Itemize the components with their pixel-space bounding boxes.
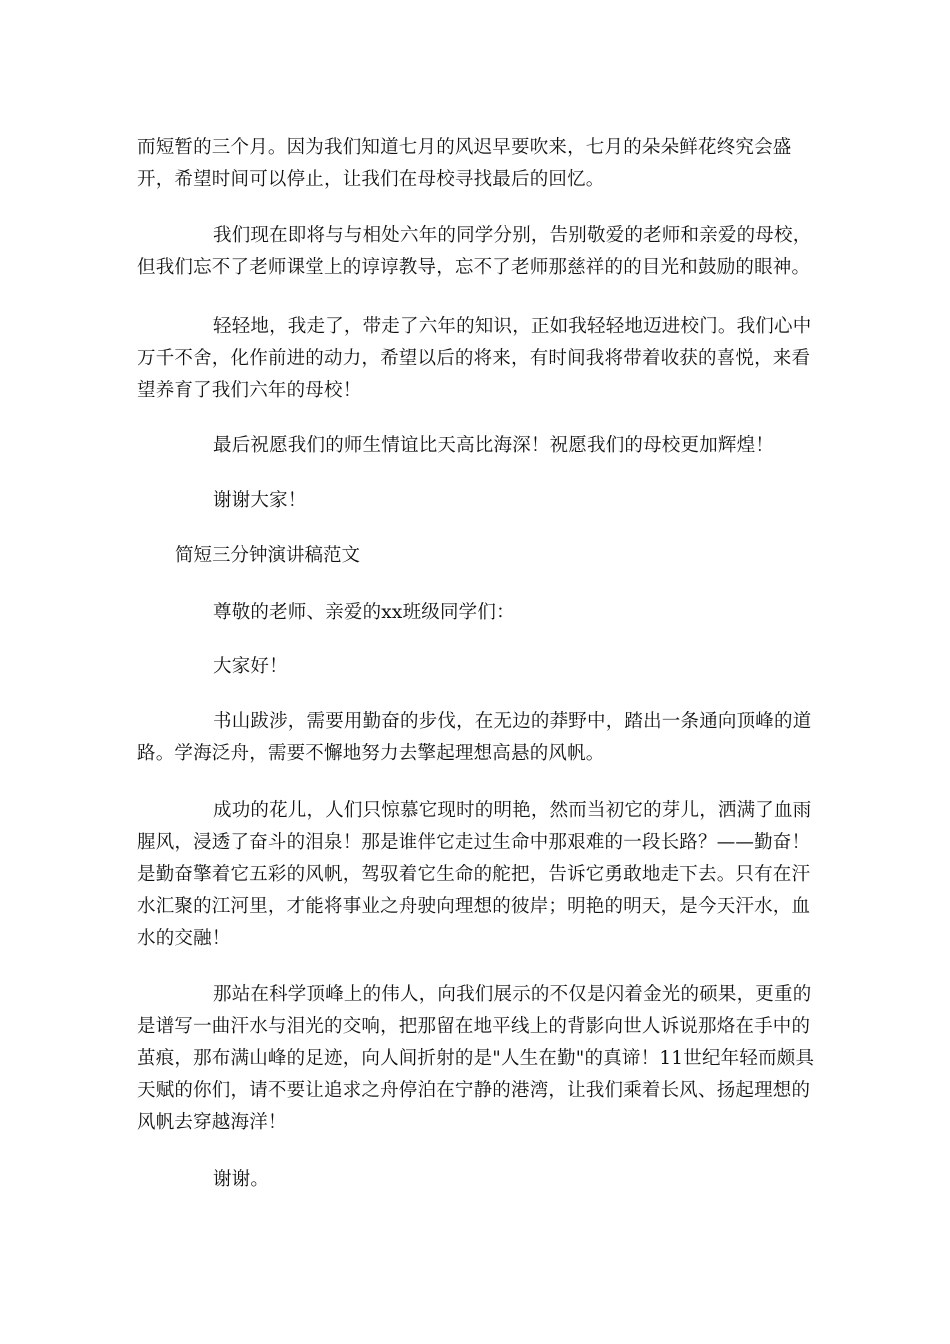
paragraph-2: 我们现在即将与与相处六年的同学分别，告别敬爱的老师和亲爱的母校，但我们忘不了老师课堂上的谆谆教导，忘不了老师那慈祥的的目光和鼓励的眼神。 [137,225,812,278]
closing: 谢谢。 [213,1169,270,1190]
paragraph-8: 那站在科学顶峰上的伟人，向我们展示的不仅是闪着金光的硕果，更重的是谱写一曲汗水与泪光的交响，把那留在地平线上的背影向世人诉说那烙在手中的茧痕，那布满山峰的足迹，向人间折射的是"人生在勤"的真谛！11世纪年轻而颇具天赋的你们，请不要让追求之舟停泊在宁静的港湾，让我们乘着长风、扬起理想的风帆去穿越海洋！ [137,984,815,1133]
greeting: 大家好！ [213,656,288,677]
paragraph-1: 而短暂的三个月。因为我们知道七月的风迟早要吹来，七月的朵朵鲜花终究会盛开，希望时间可以停止，让我们在母校寻找最后的回忆。 [137,137,792,190]
paragraph-6: 书山跋涉，需要用勤奋的步伐，在无边的莽野中，踏出一条通向顶峰的道路。学海泛舟，需要不懈地努力去擎起理想高悬的风帆。 [137,711,812,764]
salutation: 尊敬的老师、亲爱的xx班级同学们： [213,602,515,623]
paragraph-3: 轻轻地，我走了，带走了六年的知识，正如我轻轻地迈进校门。我们心中万千不舍，化作前进的动力，希望以后的将来，有时间我将带着收获的喜悦，来看望养育了我们六年的母校！ [137,316,812,401]
paragraph-7: 成功的花儿，人们只惊慕它现时的明艳，然而当初它的芽儿，洒满了血雨腥风，浸透了奋斗的泪泉！那是谁伴它走过生命中那艰难的一段长路？——勤奋！是勤奋擎着它五彩的风帆，驾驭着它生命的舵把，告诉它勇敢地走下去。只有在汗水汇聚的江河里，才能将事业之舟驶向理想的彼岸；明艳的明天，是今天汗水，血水的交融！ [137,800,812,949]
paragraph-4: 最后祝愿我们的师生情谊比天高比海深！祝愿我们的母校更加辉煌！ [213,435,775,456]
section-heading: 简短三分钟演讲稿范文 [175,545,361,566]
paragraph-5: 谢谢大家！ [213,490,307,511]
